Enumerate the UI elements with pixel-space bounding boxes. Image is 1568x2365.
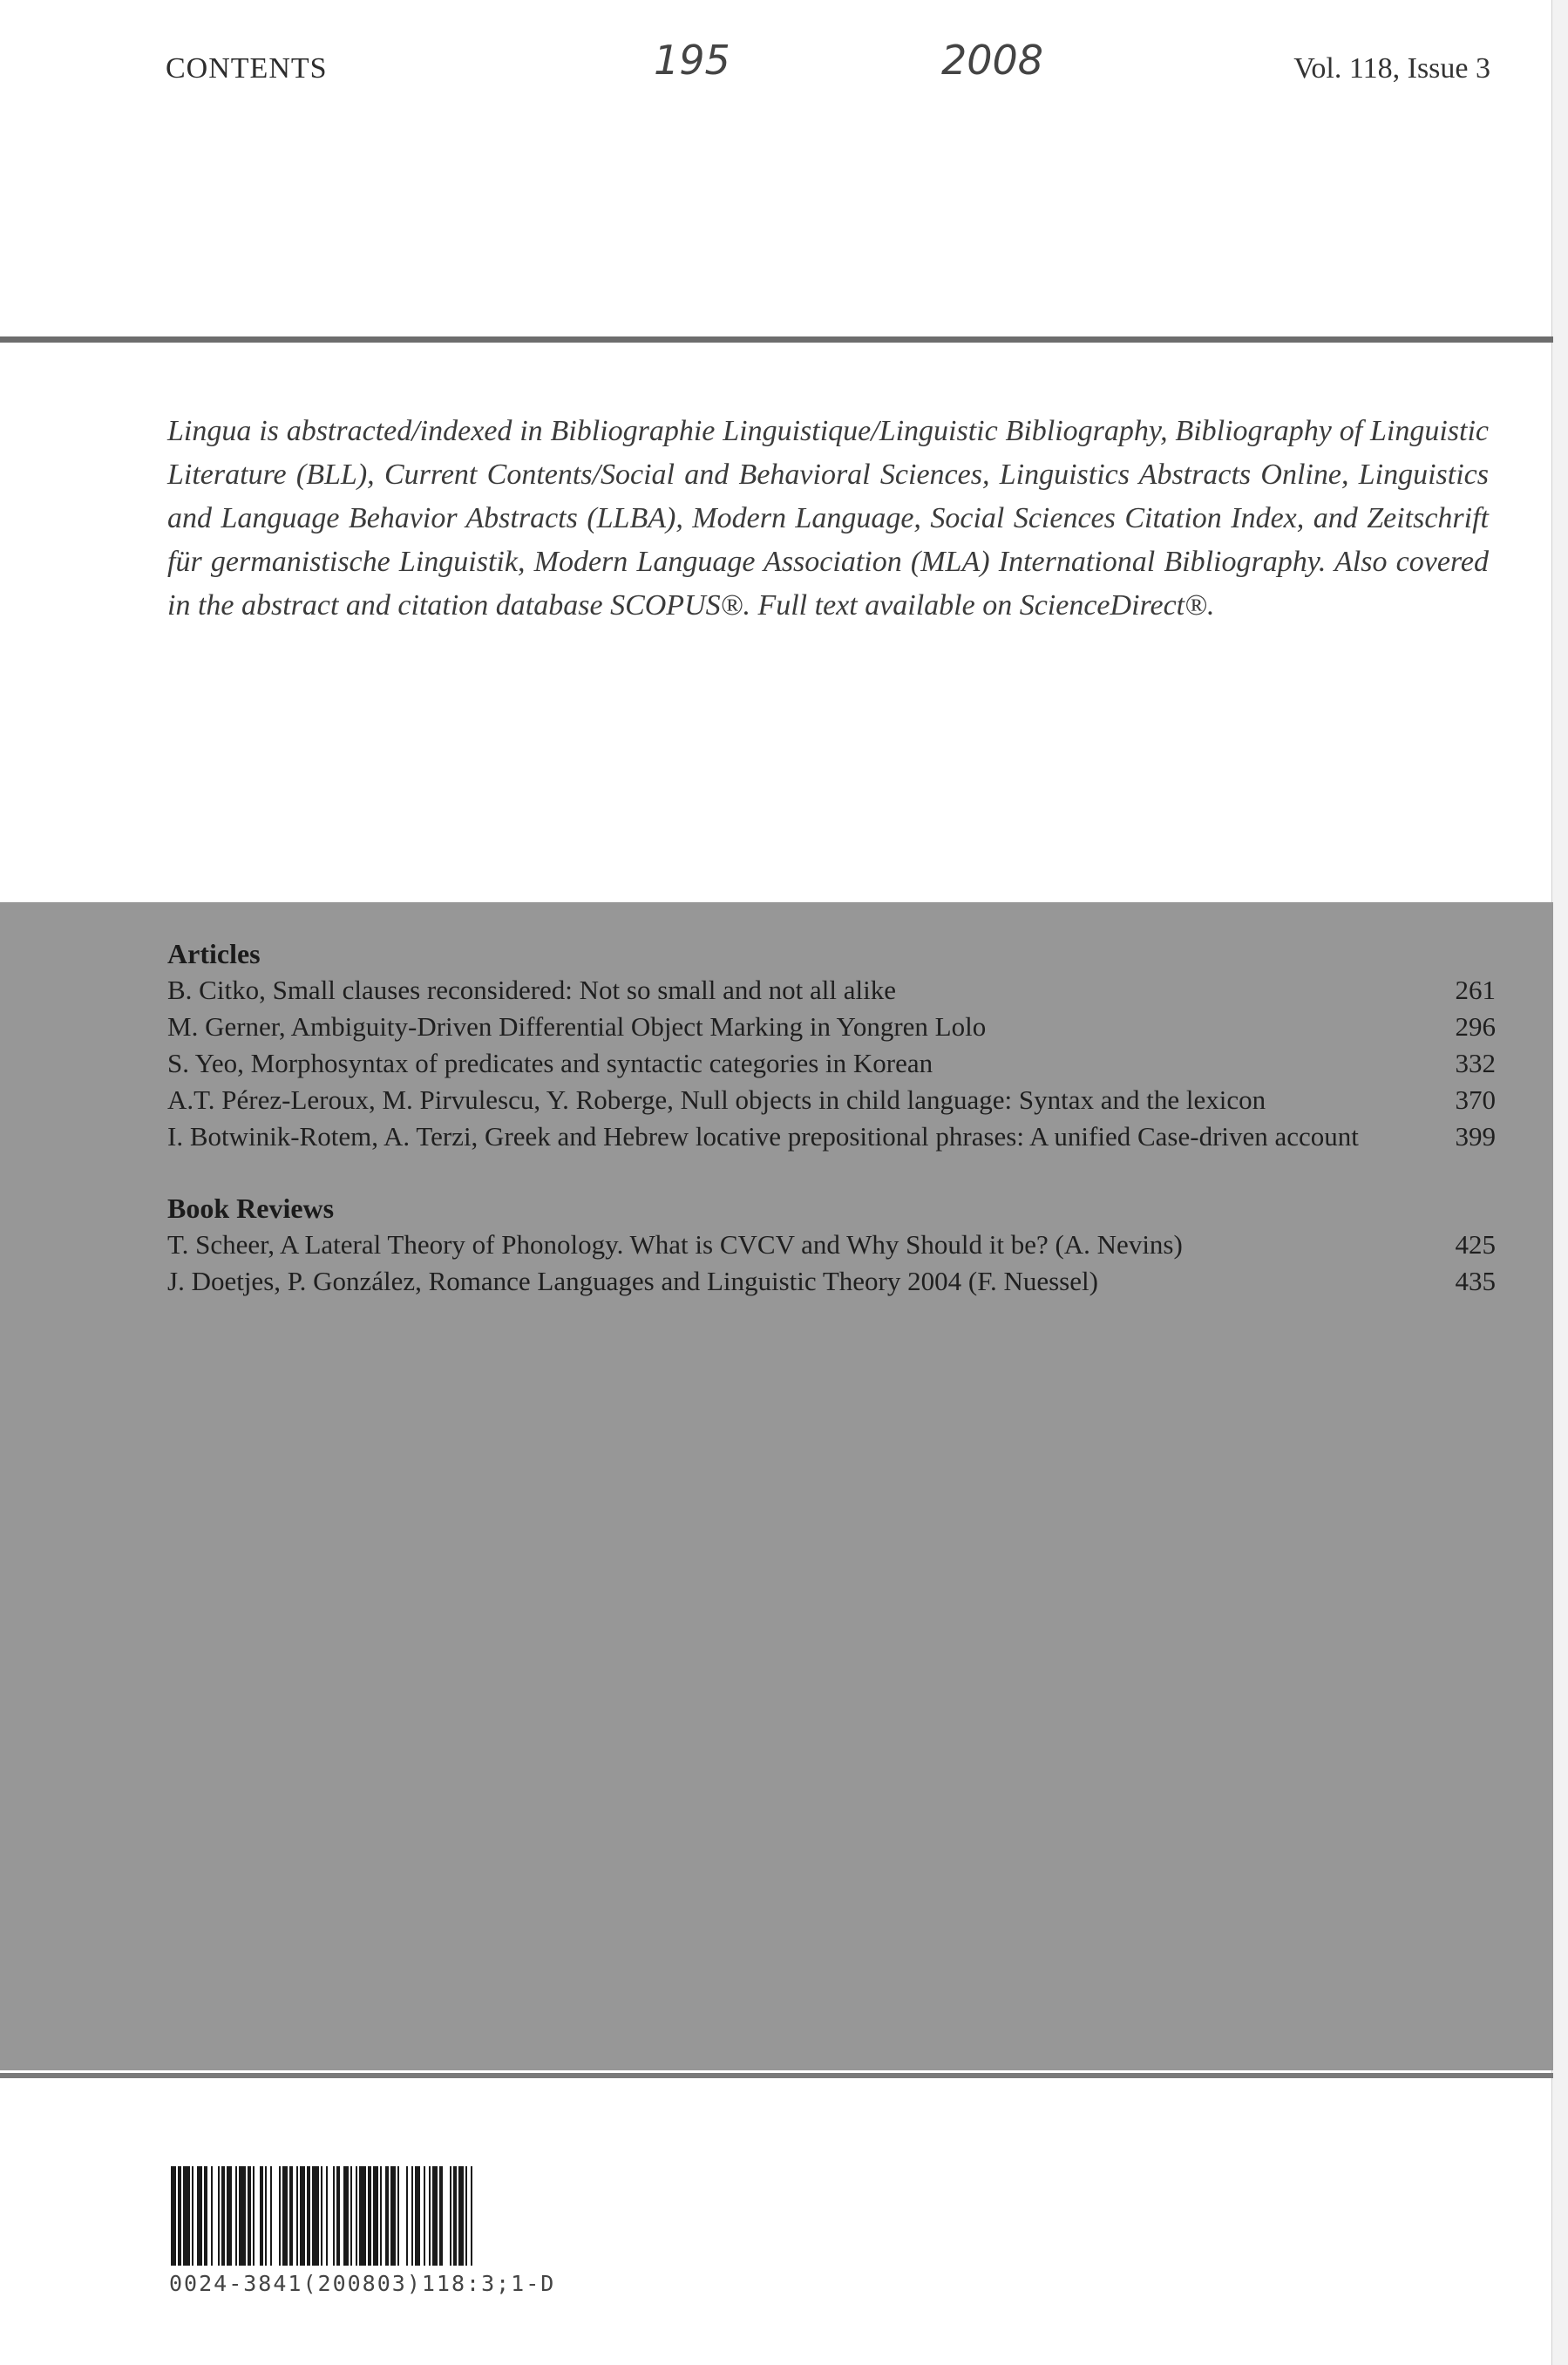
barcode-bar <box>221 2166 225 2266</box>
barcode-bar <box>453 2166 457 2266</box>
barcode-bar <box>307 2166 310 2266</box>
toc-entry-page: 296 <box>1455 1011 1496 1042</box>
barcode-bar <box>424 2166 425 2266</box>
barcode-bar <box>326 2166 328 2266</box>
toc-entry-title: J. Doetjes, P. González, Romance Languages and Linguistic Theory 2004 (F. Nuessel) <box>167 1266 1098 1296</box>
toc-entry <box>167 1118 1496 1155</box>
barcode-bar <box>279 2166 281 2266</box>
barcode-bar <box>265 2166 267 2266</box>
barcode-bar <box>253 2166 255 2266</box>
toc-entry-page: 261 <box>1455 975 1496 1005</box>
toc-entry-page: 425 <box>1455 1229 1496 1260</box>
barcode-bar <box>171 2166 176 2266</box>
barcode-bar <box>248 2166 251 2266</box>
barcode-bar <box>204 2166 207 2266</box>
handwritten-annotation: 195 <box>654 37 730 84</box>
toc-entry <box>167 1009 1496 1045</box>
barcode-bar <box>429 2166 431 2266</box>
toc-entry-title: S. Yeo, Morphosyntax of predicates and syntactic categories in Korean <box>167 1048 933 1078</box>
barcode-bar <box>373 2166 378 2266</box>
toc-entry-page: 332 <box>1455 1048 1496 1078</box>
barcode-bar <box>296 2166 298 2266</box>
barcode-bar <box>380 2166 382 2266</box>
barcode-number: 0024-3841(200803)118:3;1-D <box>169 2271 556 2296</box>
barcode-bar <box>432 2166 438 2266</box>
barcode-bar <box>336 2166 340 2266</box>
table-of-contents <box>167 935 1496 1300</box>
toc-entry <box>167 1045 1496 1082</box>
barcode-bar <box>235 2166 237 2266</box>
barcode-bar <box>390 2166 396 2266</box>
barcode-bar <box>471 2166 472 2266</box>
barcode-bar <box>406 2166 408 2266</box>
barcode-bar <box>439 2166 443 2266</box>
barcode-bar <box>359 2166 366 2266</box>
barcode-bar <box>368 2166 371 2266</box>
barcode-bar <box>356 2166 357 2266</box>
barcode-bar <box>197 2166 202 2266</box>
volume-issue: Vol. 118, Issue 3 <box>1293 52 1490 85</box>
barcode-bar <box>321 2166 322 2266</box>
header <box>166 37 1490 105</box>
indexing-note: Lingua is abstracted/indexed in Bibliographie Linguistique/Linguistic Bibliography, Bibliography of Linguistic Literature (BLL), Current Contents/Social and Behavioral Sciences, Linguistics Abstracts Online, Linguistics and Language Behavior Abstracts (LLBA), Modern Language, Social Sciences Citation Index, and Zeitschrift für germanistische Linguistik, Modern Language Association (MLA) International Bibliography. Also covered in the abstract and citation database SCOPUS®. Full text available on ScienceDirect®. <box>167 415 1489 622</box>
barcode-bar <box>458 2166 464 2266</box>
barcode-bar <box>270 2166 272 2266</box>
divider <box>0 336 1553 343</box>
barcode-bar <box>183 2166 190 2266</box>
toc-entry-title: A.T. Pérez-Leroux, M. Pirvulescu, Y. Roberge, Null objects in child language: Syntax and the lexicon <box>167 1084 1266 1115</box>
divider <box>0 2073 1553 2078</box>
toc-entry-title: I. Botwinik-Rotem, A. Terzi, Greek and Hebrew locative prepositional phrases: A unified Case-driven account <box>167 1121 1359 1152</box>
toc-entry-title: B. Citko, Small clauses reconsidered: Not so small and not all alike <box>167 975 896 1005</box>
toc-entry <box>167 972 1496 1009</box>
barcode-bar <box>289 2166 293 2266</box>
toc-entry <box>167 1263 1496 1300</box>
barcode-bar <box>450 2166 451 2266</box>
barcode-bar <box>218 2166 220 2266</box>
barcode-bar <box>411 2166 413 2266</box>
barcode-bar <box>192 2166 193 2266</box>
barcode-bar <box>333 2166 335 2266</box>
barcode-area <box>169 2166 644 2296</box>
barcode-bar <box>343 2166 349 2266</box>
barcode-bar <box>397 2166 399 2266</box>
barcode-bar <box>282 2166 288 2266</box>
toc-entry <box>167 1227 1496 1263</box>
barcode-bar <box>300 2166 305 2266</box>
barcode-icon <box>169 2166 644 2266</box>
articles-heading: Articles <box>167 938 261 969</box>
barcode-bar <box>260 2166 263 2266</box>
barcode-bar <box>211 2166 213 2266</box>
barcode-bar <box>312 2166 319 2266</box>
toc-entry-page: 370 <box>1455 1084 1496 1115</box>
contents-title: CONTENTS <box>166 52 328 85</box>
page-edge <box>1551 0 1568 2365</box>
toc-entry-page: 435 <box>1455 1266 1496 1296</box>
book-reviews-heading: Book Reviews <box>167 1193 335 1224</box>
barcode-bar <box>415 2166 420 2266</box>
handwritten-annotation: 2008 <box>941 37 1044 84</box>
barcode-bar <box>239 2166 246 2266</box>
toc-entry <box>167 1082 1496 1118</box>
barcode-bar <box>227 2166 232 2266</box>
contents-panel <box>0 902 1553 2070</box>
barcode-bar <box>178 2166 181 2266</box>
toc-entry-title: T. Scheer, A Lateral Theory of Phonology. What is CVCV and Why Should it be? (A. Nevins) <box>167 1229 1183 1260</box>
toc-entry-page: 399 <box>1455 1121 1496 1152</box>
barcode-bar <box>465 2166 467 2266</box>
toc-entry-title: M. Gerner, Ambiguity-Driven Differential Object Marking in Yongren Lolo <box>167 1011 987 1042</box>
barcode-bar <box>385 2166 389 2266</box>
barcode-bar <box>350 2166 352 2266</box>
